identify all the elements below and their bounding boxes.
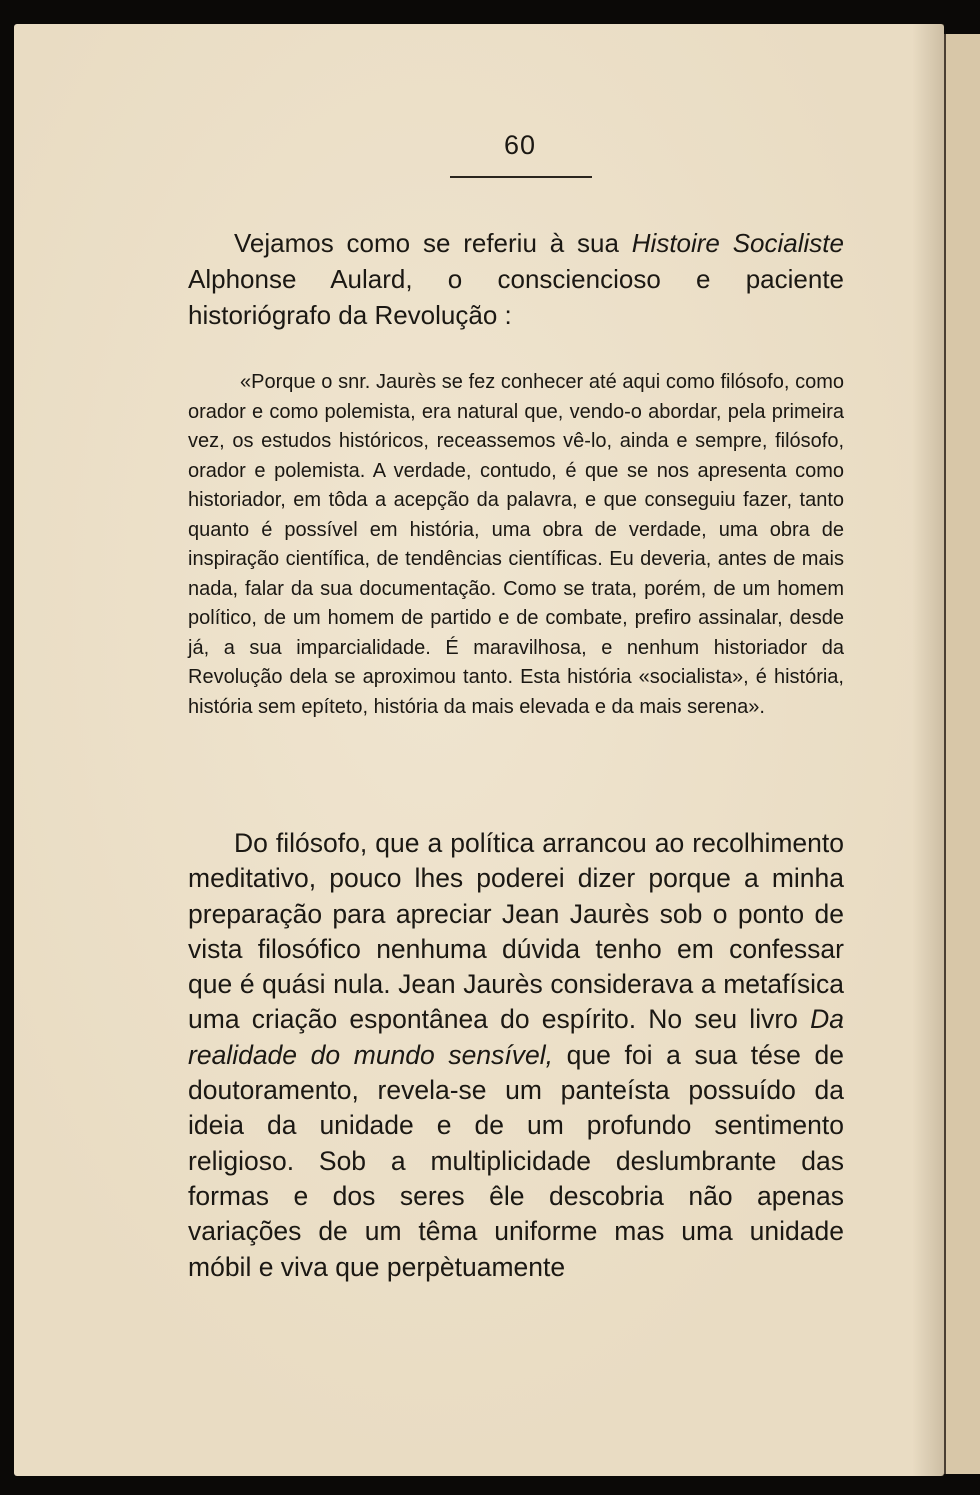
intro-paragraph [188, 225, 844, 333]
intro-rest: Alphonse Aulard, o consciencioso e paciente historiógrafo da Revolução : [188, 264, 844, 330]
intro-work-title: Histoire Socialiste [631, 228, 844, 258]
intro-lead: Vejamos como se referiu à sua [234, 228, 632, 258]
adjacent-page-edge [944, 34, 980, 1474]
gutter-shadow [912, 24, 944, 1476]
body-part-2: que foi a sua tése de doutoramento, revela-se um panteísta possuído da ideia da unidade e de um profundo sentimento religioso. Sob a multiplicidade deslumbrante das formas e dos seres êle descobria não apenas variações de um têma uniforme mas uma unidade móbil e viva que perpètuamente [188, 1039, 844, 1282]
book-title: Da realidade do mundo sensível, [188, 1004, 844, 1070]
body-paragraph [188, 826, 844, 1285]
body-part-1: Do filósofo, que a política arrancou ao recolhimento meditativo, pouco lhes poderei dizer porque a minha preparação para apreciar Jean Jaurès sob o ponto de vista filosófico nenhuma dúvida tenho em confessar que é quási nula. Jean Jaurès considerava a metafísica uma criação espontânea do espírito. No seu livro [188, 828, 844, 1035]
aulard-quotation: «Porque o snr. Jaurès se fez conhecer até aqui como filósofo, como orador e como polemista, era natural que, vendo-o abordar, pela primeira vez, os estudos históricos, receassemos vê-lo, ainda e sempre, filósofo, orador e polemista. A verdade, contudo, é que se nos apresenta como historiador, em tôda a acepção da palavra, e que conseguiu fazer, tanto quanto é possível em história, uma obra de verdade, uma obra de inspiração científica, de tendências científicas. Eu deveria, antes de mais nada, falar da sua documentação. Como se trata, porém, de um homem político, de um homem de partido e de combate, prefiro assinalar, desde já, a sua imparcialidade. É maravilhosa, e nenhum historiador da Revolução dela se aproximou tanto. Esta história «socialista», é história, história sem epíteto, história da mais elevada e da mais serena». [188, 371, 844, 718]
page-number: 60 [503, 130, 537, 160]
header-rule [450, 176, 592, 178]
